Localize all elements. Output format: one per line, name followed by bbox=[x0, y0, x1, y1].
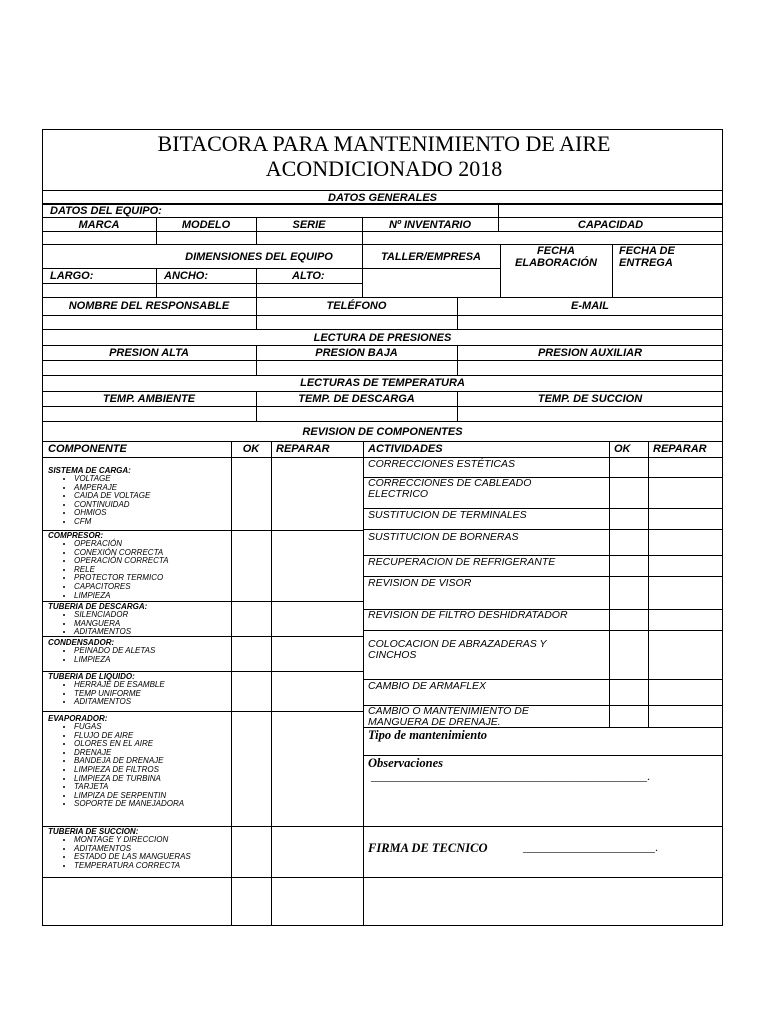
label-serie: SERIE bbox=[292, 219, 326, 231]
header-componente: COMPONENTE bbox=[48, 443, 127, 455]
activity-7: COLOCACION DE ABRAZADERAS Y CINCHOS bbox=[368, 638, 547, 661]
list-item: • CONTINUIDAD bbox=[74, 501, 150, 510]
label-marca: MARCA bbox=[78, 219, 120, 231]
list-item: • CAIDA DE VOLTAGE bbox=[74, 492, 150, 501]
list-item: • RELE bbox=[74, 566, 169, 575]
list-item: • LIMPIEZA DE FILTROS bbox=[74, 766, 184, 775]
list-item: • CONEXIÓN CORRECTA bbox=[74, 549, 169, 558]
list-item: • DRENAJE bbox=[74, 749, 184, 758]
label-largo: LARGO: bbox=[50, 270, 94, 282]
label-presion-alta: PRESION ALTA bbox=[109, 347, 189, 359]
label-temp-descarga: TEMP. DE DESCARGA bbox=[298, 393, 415, 405]
list-item: • CAPACITORES bbox=[74, 583, 169, 592]
list-item: • SILENCIADOR bbox=[74, 611, 147, 620]
group-evaporador: EVAPORADOR: • FUGAS • FLUJO DE AIRE • OLORES EN EL AIRE • DRENAJE • BANDEJA DE DRENAJE • LIMPIEZA DE FILTROS • LIMPIEZA DE TURBINA • TARJETA • LIMPIZA DE SERPENTIN • SOPORTE DE MANEJADORA bbox=[48, 714, 184, 809]
label-ancho: ANCHO: bbox=[164, 270, 208, 282]
activity-0: CORRECCIONES ESTÉTICAS bbox=[368, 458, 516, 470]
label-presion-baja: PRESION BAJA bbox=[315, 347, 398, 359]
section-temperatura: LECTURAS DE TEMPERATURA bbox=[300, 377, 465, 389]
label-capacidad: CAPACIDAD bbox=[577, 219, 644, 231]
label-temp-succion: TEMP. DE SUCCION bbox=[537, 393, 643, 405]
form-title-line1: BITACORA PARA MANTENIMIENTO DE AIRE bbox=[157, 131, 611, 156]
header-ok-left: OK bbox=[242, 443, 260, 455]
tipo-mantenimiento-label: Tipo de mantenimiento bbox=[368, 728, 487, 742]
list-item: • BANDEJA DE DRENAJE bbox=[74, 757, 184, 766]
list-item: • MONTAGE Y DIRECCION bbox=[74, 836, 191, 845]
list-item: • LIMPIEZA bbox=[74, 592, 169, 601]
section-datos-generales: DATOS GENERALES bbox=[328, 192, 437, 204]
list-item: • SOPORTE DE MANEJADORA bbox=[74, 800, 184, 809]
form-title-line2: ACONDICIONADO 2018 bbox=[265, 156, 503, 181]
label-presion-auxiliar: PRESION AUXILIAR bbox=[537, 347, 643, 359]
list-item: • FLUJO DE AIRE bbox=[74, 732, 184, 741]
list-item: • MANGUERA bbox=[74, 620, 147, 629]
list-item: • LIMPIZA DE SERPENTIN bbox=[74, 792, 184, 801]
label-dimensiones: DIMENSIONES DEL EQUIPO bbox=[185, 251, 333, 263]
list-item: • HERRAJE DE ESAMBLE bbox=[74, 681, 165, 690]
header-ok-right: OK bbox=[614, 443, 631, 455]
list-item: • LIMPIEZA bbox=[74, 656, 155, 665]
list-item: • ESTADO DE LAS MANGUERAS bbox=[74, 853, 191, 862]
activity-5: REVISION DE VISOR bbox=[368, 577, 472, 589]
list-item: • PEINADO DE ALETAS bbox=[74, 647, 155, 656]
group-tuberia-liquido: TUBERIA DE LIQUIDO: • HERRAJE DE ESAMBLE • TEMP UNIFORME • ADITAMENTOS bbox=[48, 672, 165, 707]
list-item: • AMPERAJE bbox=[74, 484, 150, 493]
list-item: • TEMPERATURA CORRECTA bbox=[74, 862, 191, 871]
activity-6: REVISION DE FILTRO DESHIDRATADOR bbox=[368, 609, 568, 621]
list-item: • OPERACIÓN bbox=[74, 540, 169, 549]
list-item: • OLORES EN EL AIRE bbox=[74, 740, 184, 749]
header-reparar-left: REPARAR bbox=[276, 443, 330, 455]
activity-1: CORRECCIONES DE CABLEADO ELECTRICO bbox=[368, 477, 532, 500]
activity-2: SUSTITUCION DE TERMINALES bbox=[368, 509, 527, 521]
label-email: E-MAIL bbox=[571, 300, 609, 312]
label-fecha-elaboracion-2: ELABORACIÓN bbox=[515, 257, 597, 269]
label-fecha-entrega-2: ENTREGA bbox=[619, 257, 673, 269]
list-item: • CFM bbox=[74, 518, 150, 527]
label-inventario: Nº INVENTARIO bbox=[388, 219, 472, 231]
list-item: • ADITAMENTOS bbox=[74, 845, 191, 854]
label-responsable: NOMBRE DEL RESPONSABLE bbox=[68, 300, 230, 312]
list-item: • TEMP UNIFORME bbox=[74, 690, 165, 699]
section-presiones: LECTURA DE PRESIONES bbox=[313, 332, 452, 344]
activity-4: RECUPERACION DE REFRIGERANTE bbox=[368, 556, 556, 568]
label-telefono: TELÉFONO bbox=[326, 300, 387, 312]
firma-tecnico-label: FIRMA DE TECNICO bbox=[368, 841, 488, 855]
header-reparar-right: REPARAR bbox=[653, 443, 707, 455]
group-sistema-carga: SISTEMA DE CARGA: • VOLTAGE • AMPERAJE • CAIDA DE VOLTAGE • CONTINUIDAD • OHMIOS • CFM bbox=[48, 466, 150, 527]
activity-3: SUSTITUCION DE BORNERAS bbox=[368, 531, 519, 543]
group-condensador: CONDENSADOR: • PEINADO DE ALETAS • LIMPIEZA bbox=[48, 638, 155, 664]
label-datos-equipo: DATOS DEL EQUIPO: bbox=[50, 205, 162, 217]
header-actividades: ACTIVIDADES bbox=[368, 443, 443, 455]
list-item: • PROTECTOR TERMICO bbox=[74, 574, 169, 583]
list-item: • ADITAMENTOS bbox=[74, 628, 147, 637]
list-item: • VOLTAGE bbox=[74, 475, 150, 484]
label-taller: TALLER/EMPRESA bbox=[380, 251, 482, 263]
label-alto: ALTO: bbox=[292, 270, 325, 282]
observaciones-line[interactable]: ______________________________________________. bbox=[371, 769, 650, 783]
activity-8: CAMBIO DE ARMAFLEX bbox=[368, 680, 487, 692]
label-temp-ambiente: TEMP. AMBIENTE bbox=[102, 393, 196, 405]
group-compresor: COMPRESOR: • OPERACIÓN • CONEXIÓN CORRECTA • OPERACIÓN CORRECTA • RELE • PROTECTOR TERMICO • CAPACITORES • LIMPIEZA bbox=[48, 531, 169, 600]
label-fecha-entrega-1: FECHA DE bbox=[619, 245, 675, 257]
label-fecha-elaboracion-1: FECHA bbox=[537, 245, 575, 257]
list-item: • LIMPIEZA DE TURBINA bbox=[74, 775, 184, 784]
list-item: • OPERACIÓN CORRECTA bbox=[74, 557, 169, 566]
observaciones-label: Observaciones bbox=[368, 756, 443, 770]
section-revision: REVISION DE COMPONENTES bbox=[302, 426, 463, 438]
list-item: • TARJETA bbox=[74, 783, 184, 792]
list-item: • OHMIOS bbox=[74, 509, 150, 518]
label-modelo: MODELO bbox=[181, 219, 231, 231]
list-item: • FUGAS bbox=[74, 723, 184, 732]
activity-9: CAMBIO O MANTENIMIENTO DE MANGUERA DE DRENAJE. bbox=[368, 705, 529, 728]
firma-tecnico-line[interactable]: ______________________. bbox=[523, 840, 658, 854]
group-tuberia-descarga: TUBERIA DE DESCARGA: • SILENCIADOR • MANGUERA • ADITAMENTOS bbox=[48, 602, 147, 637]
list-item: • ADITAMENTOS bbox=[74, 698, 165, 707]
group-tuberia-succion: TUBERIA DE SUCCION: • MONTAGE Y DIRECCION • ADITAMENTOS • ESTADO DE LAS MANGUERAS • TEMPERATURA CORRECTA bbox=[48, 827, 191, 870]
